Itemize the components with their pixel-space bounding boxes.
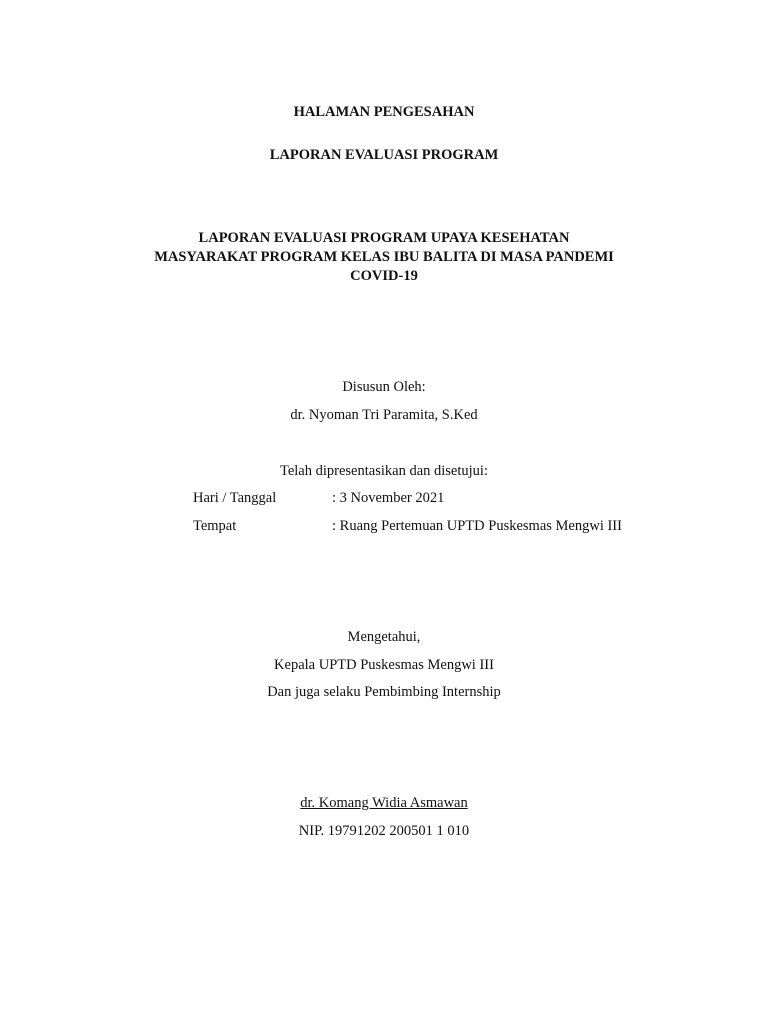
report-title-line-1: LAPORAN EVALUASI PROGRAM UPAYA KESEHATAN	[198, 230, 570, 246]
author-label: Disusun Oleh:	[342, 379, 426, 395]
page-title: HALAMAN PENGESAHAN	[293, 104, 475, 120]
signatory-nip: NIP. 19791202 200501 1 010	[298, 823, 470, 839]
signatory-name: dr. Komang Widia Asmawan	[300, 795, 468, 811]
report-title-line-3: COVID-19	[350, 268, 418, 284]
acknowledgment-label: Mengetahui,	[347, 629, 421, 645]
place-value: : Ruang Pertemuan UPTD Puskesmas Mengwi III	[332, 518, 622, 534]
date-value: : 3 November 2021	[332, 490, 445, 506]
acknowledgment-position: Kepala UPTD Puskesmas Mengwi III	[274, 657, 494, 673]
approval-label: Telah dipresentasikan dan disetujui:	[280, 463, 488, 479]
acknowledgment-role: Dan juga selaku Pembimbing Internship	[267, 684, 501, 700]
date-label: Hari / Tanggal	[193, 490, 277, 506]
document-type: LAPORAN EVALUASI PROGRAM	[269, 147, 499, 163]
report-title-line-2: MASYARAKAT PROGRAM KELAS IBU BALITA DI MASA PANDEMI	[154, 249, 614, 265]
author-name: dr. Nyoman Tri Paramita, S.Ked	[290, 407, 478, 423]
place-label: Tempat	[193, 518, 237, 534]
